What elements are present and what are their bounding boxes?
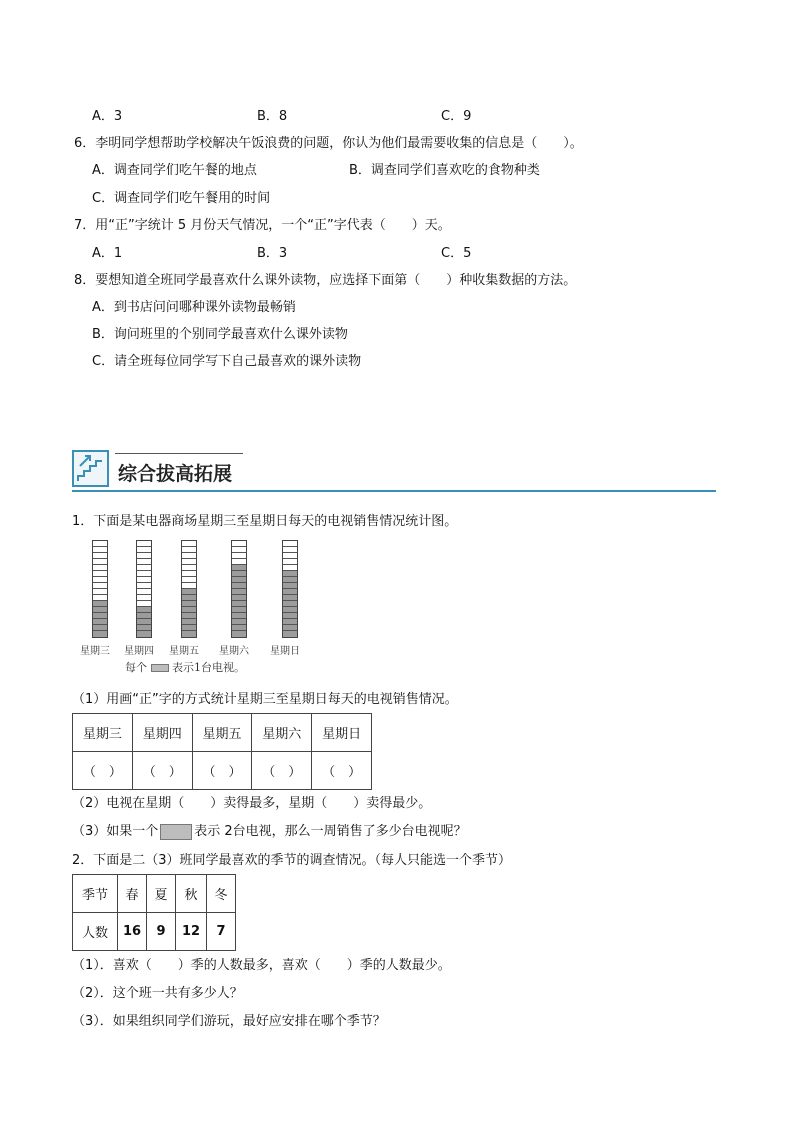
table-answer-cell[interactable]: （ ） [73, 752, 133, 790]
chart-day-label: 星期三 [80, 646, 110, 657]
q5-option-c: C．9 [441, 109, 472, 124]
p1-tally-table [72, 713, 372, 790]
chart-column [282, 540, 298, 638]
p2-sub1: （1）．喜欢（ ）季的人数最多，喜欢（ ）季的人数最少。 [72, 958, 451, 973]
count-header-label: 人数 [73, 913, 118, 951]
q5-option-b: B．8 [257, 109, 288, 124]
q7-option-b: B．3 [257, 246, 288, 261]
table-answer-cell[interactable]: （ ） [312, 752, 372, 790]
p2-question: 2．下面是二（3）班同学最喜欢的季节的调查情况。（每人只能选一个季节） [72, 853, 512, 868]
table-answer-cell[interactable]: （ ） [252, 752, 312, 790]
season-cell: 秋 [176, 875, 207, 913]
q8-option-a: A．到书店问问哪种课外读物最畅销 [92, 300, 296, 315]
stairs-icon [72, 450, 109, 487]
count-cell: 16 [118, 913, 147, 951]
q5-option-a: A．3 [92, 109, 123, 124]
filled-cell [137, 631, 151, 637]
chart-column [231, 540, 247, 638]
p1-sub3-suffix: 表示 2台电视，那么一周销售了多少台电视呢？ [194, 824, 467, 839]
p1-question: 1．下面是某电器商场星期三至星期日每天的电视销售情况统计图。 [72, 514, 458, 529]
table-header-cell: 星期日 [312, 714, 372, 752]
count-cell: 9 [147, 913, 176, 951]
q8-option-c: C．请全班每位同学写下自己最喜欢的课外读物 [92, 354, 362, 369]
chart-day-label: 星期五 [169, 646, 199, 657]
table-answer-cell[interactable]: （ ） [132, 752, 192, 790]
q6-option-c: C．调查同学们吃午餐用的时间 [92, 191, 271, 206]
chart-day-label: 星期四 [124, 646, 154, 657]
p1-sub2: （2）电视在星期（ ）卖得最多，星期（ ）卖得最少。 [72, 796, 432, 811]
table-header-cell: 星期三 [73, 714, 133, 752]
p1-sub3-prefix: （3）如果一个 [72, 824, 159, 839]
season-cell: 春 [118, 875, 147, 913]
section-header [72, 450, 716, 495]
section-underline [72, 490, 716, 492]
chart-day-label: 星期日 [270, 646, 300, 657]
legend-swatch [151, 664, 169, 672]
legend-suffix: 表示1台电视。 [172, 661, 245, 674]
season-cell: 冬 [207, 875, 236, 913]
q7-question: 7．用“正”字统计 5 月份天气情况，一个“正”字代表（ ）天。 [74, 218, 451, 233]
table-header-cell: 星期六 [252, 714, 312, 752]
table-answer-cell[interactable]: （ ） [192, 752, 252, 790]
section-title-topline [115, 453, 243, 454]
p1-sub1: （1）用画“正”字的方式统计星期三至星期日每天的电视销售情况。 [72, 692, 458, 707]
q6-question: 6．李明同学想帮助学校解决午饭浪费的问题，你认为他们最需要收集的信息是（ ）。 [74, 136, 583, 151]
chart-column [136, 540, 152, 638]
q6-option-a: A．调查同学们吃午餐的地点 [92, 163, 257, 178]
tv-sales-chart [80, 540, 310, 670]
p2-sub2: （2）．这个班一共有多少人？ [72, 986, 243, 1001]
table-header-cell: 星期四 [132, 714, 192, 752]
section-title: 综合拔高拓展 [118, 463, 233, 485]
chart-column [181, 540, 197, 638]
count-cell: 7 [207, 913, 236, 951]
chart-day-label: 星期六 [219, 646, 249, 657]
q7-option-a: A．1 [92, 246, 123, 261]
legend-prefix: 每个 [125, 661, 147, 674]
q8-question: 8．要想知道全班同学最喜欢什么课外读物，应选择下面第（ ）种收集数据的方法。 [74, 273, 577, 288]
filled-cell [182, 631, 196, 637]
q8-option-b: B．询问班里的个别同学最喜欢什么课外读物 [92, 327, 348, 342]
season-cell: 夏 [147, 875, 176, 913]
filled-cell [283, 631, 297, 637]
filled-cell [93, 631, 107, 637]
season-header-label: 季节 [73, 875, 118, 913]
table-header-cell: 星期五 [192, 714, 252, 752]
filled-cell [232, 631, 246, 637]
q7-option-c: C．5 [441, 246, 472, 261]
p2-season-table [72, 874, 236, 951]
p1-sub3 [72, 820, 467, 840]
count-cell: 12 [176, 913, 207, 951]
chart-legend [125, 659, 245, 675]
q6-option-b: B．调查同学们喜欢吃的食物种类 [349, 163, 540, 178]
sub3-swatch [160, 824, 192, 840]
chart-column [92, 540, 108, 638]
p2-sub3: （3）．如果组织同学们游玩，最好应安排在哪个季节？ [72, 1014, 386, 1029]
